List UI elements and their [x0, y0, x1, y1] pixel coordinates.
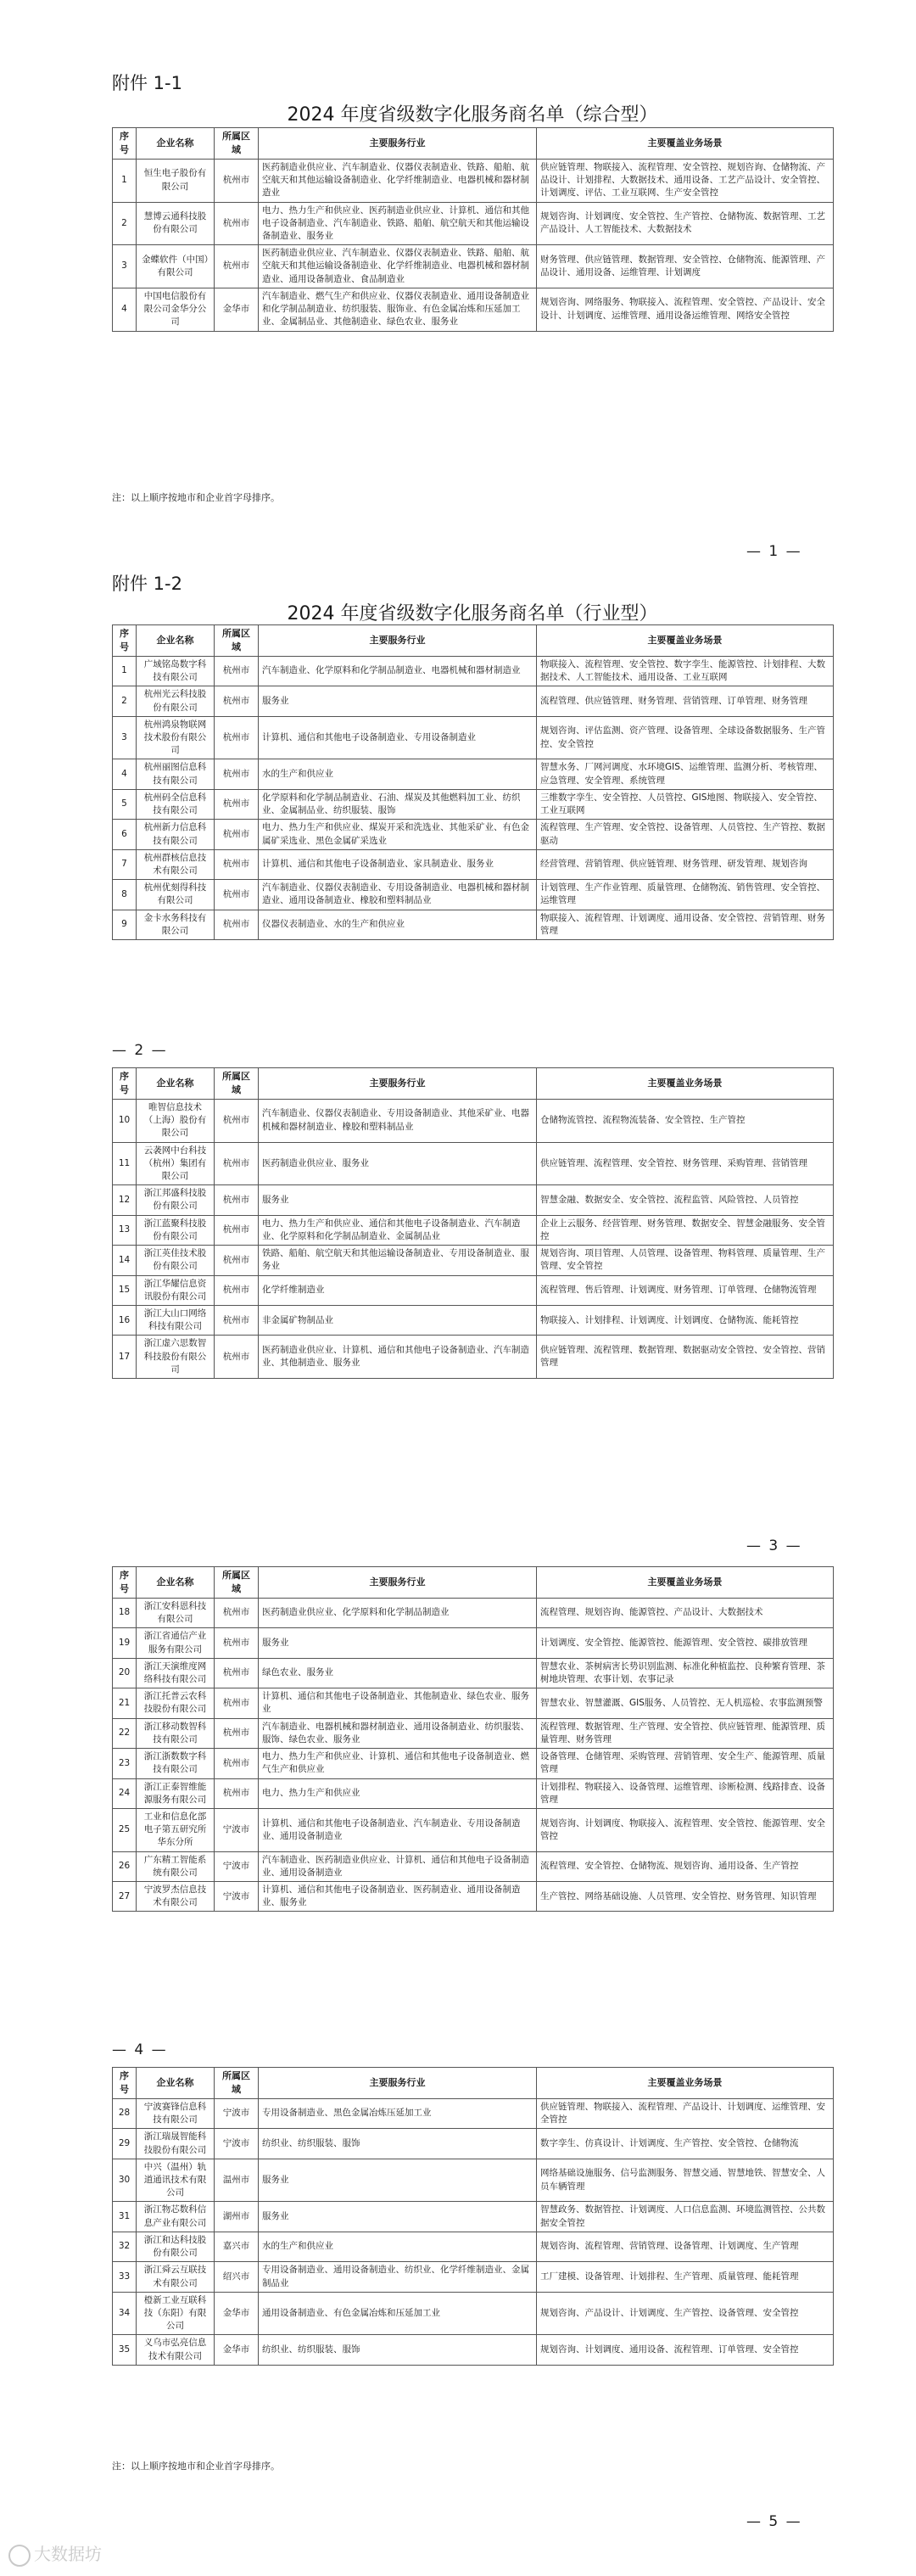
service-industries: 电力、热力生产和供应业、通信和其他电子设备制造业、汽车制造业、化学原料和化学制品制造业、金属制品业 — [259, 1215, 537, 1245]
row-index: 35 — [113, 2335, 137, 2365]
business-scenarios: 规划咨询、流程管理、营销管理、设备管理、计划调度、生产管理 — [537, 2232, 834, 2261]
row-index: 12 — [113, 1185, 137, 1215]
business-scenarios: 供应链管理、物联接入、流程管理、产品设计、计划调度、运维管理、安全管控 — [537, 2098, 834, 2128]
company-name: 中兴（温州）轨道通讯技术有限公司 — [137, 2159, 215, 2202]
region: 杭州市 — [215, 1275, 259, 1305]
region: 金华市 — [215, 2335, 259, 2365]
company-name: 浙江安科恩科技有限公司 — [137, 1598, 215, 1627]
company-name: 杭州优刻得科技有限公司 — [137, 880, 215, 910]
company-name: 杭州新力信息科技有限公司 — [137, 820, 215, 849]
row-index: 24 — [113, 1778, 137, 1808]
table-industry-page-2 — [112, 1067, 834, 1379]
region: 杭州市 — [215, 1246, 259, 1275]
business-scenarios: 企业上云服务、经营管理、财务管理、数据安全、智慧金融服务、安全管控 — [537, 1215, 834, 1245]
table-row — [113, 1275, 834, 1305]
service-industries: 电力、热力生产和供应业、医药制造业供应业、计算机、通信和其他电子设备制造业、汽车制造业、铁路、船舶、航空航天和其他运输设备制造业、服务业 — [259, 202, 537, 245]
row-index: 33 — [113, 2262, 137, 2292]
business-scenarios: 计划调度、安全管控、能源管控、能源管理、安全管控、碳排放管理 — [537, 1628, 834, 1658]
table-row — [113, 1598, 834, 1627]
region: 杭州市 — [215, 1099, 259, 1142]
table-row — [113, 1336, 834, 1379]
row-index: 20 — [113, 1658, 137, 1688]
business-scenarios: 仓储物流管控、流程物流装备、安全管控、生产管控 — [537, 1099, 834, 1142]
region: 杭州市 — [215, 1718, 259, 1748]
table-row — [113, 245, 834, 288]
company-name: 杭州光云科技股份有限公司 — [137, 686, 215, 716]
watermark — [8, 2540, 102, 2567]
row-index: 14 — [113, 1246, 137, 1275]
row-index: 13 — [113, 1215, 137, 1245]
row-index: 25 — [113, 1808, 137, 1851]
region: 杭州市 — [215, 1658, 259, 1688]
region: 杭州市 — [215, 1305, 259, 1335]
column-header: 主要服务行业 — [259, 2068, 537, 2099]
company-name: 浙江和达科技股份有限公司 — [137, 2232, 215, 2261]
row-index: 21 — [113, 1688, 137, 1718]
column-header: 序号 — [113, 2068, 137, 2099]
column-header: 企业名称 — [137, 1068, 215, 1100]
company-name: 浙江大山口网络科技有限公司 — [137, 1305, 215, 1335]
table-row — [113, 2335, 834, 2365]
region: 宁波市 — [215, 1808, 259, 1851]
region: 宁波市 — [215, 1851, 259, 1881]
business-scenarios: 数字孪生、仿真设计、计划调度、生产管控、安全管控、仓储物流 — [537, 2129, 834, 2159]
service-industries: 计算机、通信和其他电子设备制造业、医药制造业、通用设备制造业、服务业 — [259, 1882, 537, 1912]
table-row — [113, 2262, 834, 2292]
company-name: 广域铭岛数字科技有限公司 — [137, 656, 215, 686]
region: 杭州市 — [215, 880, 259, 910]
annex-label-1: 附件 1-1 — [112, 73, 182, 93]
column-header: 主要覆盖业务场景 — [537, 1068, 834, 1100]
column-header: 主要服务行业 — [259, 1068, 537, 1100]
service-industries: 非金属矿物制品业 — [259, 1305, 537, 1335]
service-industries: 服务业 — [259, 2202, 537, 2232]
company-name: 浙江舜云互联技术有限公司 — [137, 2262, 215, 2292]
table-row — [113, 1688, 834, 1718]
company-name: 中国电信股份有限公司金华分公司 — [137, 288, 215, 331]
service-industries: 汽车制造业、电器机械和器材制造业、通用设备制造业、纺织服装、服饰、绿色农业、服务业 — [259, 1718, 537, 1748]
region: 杭州市 — [215, 1142, 259, 1185]
table-industry-page-4 — [112, 2067, 834, 2366]
annex-title-2: 2024 年度省级数字化服务商名单（行业型） — [287, 603, 658, 624]
business-scenarios: 三维数字孪生、安全管控、人员管控、GIS地图、物联接入、安全管控、工业互联网 — [537, 789, 834, 819]
business-scenarios: 流程管理、生产管理、安全管控、设备管理、人员管控、生产管控、数据驱动 — [537, 820, 834, 849]
table-row — [113, 2129, 834, 2159]
service-industries: 汽车制造业、仪器仪表制造业、专用设备制造业、电器机械和器材制造业、通用设备制造业、橡胶和塑料制品业 — [259, 880, 537, 910]
business-scenarios: 供应链管理、物联接入、流程管理、安全管控、规划咨询、仓储物流、产品设计、计划排程、大数据技术、通用设备、工艺产品设计、安全管控、计划调度、评估、工业互联网、生产安全管控 — [537, 159, 834, 202]
table-row — [113, 1851, 834, 1881]
company-name: 恒生电子股份有限公司 — [137, 159, 215, 202]
table-row — [113, 1808, 834, 1851]
row-index: 27 — [113, 1882, 137, 1912]
table-row — [113, 2232, 834, 2261]
table-row — [113, 910, 834, 939]
region: 嘉兴市 — [215, 2232, 259, 2261]
region: 杭州市 — [215, 656, 259, 686]
table-row — [113, 1185, 834, 1215]
business-scenarios: 工厂建模、设备管理、计划排程、生产管理、质量管理、能耗管理 — [537, 2262, 834, 2292]
annex-title-1: 2024 年度省级数字化服务商名单（综合型） — [287, 104, 658, 126]
business-scenarios: 物联接入、计划排程、计划调度、计划调度、仓储物流、能耗管控 — [537, 1305, 834, 1335]
company-name: 浙江物芯数科信息产业有限公司 — [137, 2202, 215, 2232]
company-name: 杭州群核信息技术有限公司 — [137, 849, 215, 879]
business-scenarios: 流程管理、供应链管理、财务管理、营销管理、订单管理、财务管理 — [537, 686, 834, 716]
company-name: 金蝶软件（中国）有限公司 — [137, 245, 215, 288]
service-industries: 铁路、船舶、航空航天和其他运输设备制造业、专用设备制造业、服务业 — [259, 1246, 537, 1275]
region: 杭州市 — [215, 820, 259, 849]
company-name: 工业和信息化部电子第五研究所华东分所 — [137, 1808, 215, 1851]
row-index: 1 — [113, 159, 137, 202]
row-index: 29 — [113, 2129, 137, 2159]
region: 杭州市 — [215, 245, 259, 288]
annex-label-2: 附件 1-2 — [112, 574, 182, 594]
business-scenarios: 设备管理、仓储管理、采购管理、营销管理、安全生产、能源管理、质量管理 — [537, 1749, 834, 1778]
business-scenarios: 规划咨询、计划调度、物联接入、流程管理、安全管控、能源管理、安全管控 — [537, 1808, 834, 1851]
business-scenarios: 流程管理、安全管控、仓储物流、规划咨询、通用设备、生产管控 — [537, 1851, 834, 1881]
table-industry-page-3 — [112, 1566, 834, 1912]
table-comprehensive — [112, 127, 834, 332]
column-header: 主要覆盖业务场景 — [537, 2068, 834, 2099]
column-header: 所属区域 — [215, 128, 259, 160]
column-header: 序号 — [113, 1567, 137, 1599]
table-row — [113, 1658, 834, 1688]
row-index: 8 — [113, 880, 137, 910]
row-index: 3 — [113, 245, 137, 288]
table-row — [113, 1099, 834, 1142]
service-industries: 服务业 — [259, 2159, 537, 2202]
table-row — [113, 1628, 834, 1658]
column-header: 企业名称 — [137, 625, 215, 657]
region: 金华市 — [215, 288, 259, 331]
service-industries: 专用设备制造业、通用设备制造业、纺织业、化学纤维制造业、金属制品业 — [259, 2262, 537, 2292]
region: 绍兴市 — [215, 2262, 259, 2292]
company-name: 浙江华耀信息资讯股份有限公司 — [137, 1275, 215, 1305]
company-name: 浙江托普云农科技股份有限公司 — [137, 1688, 215, 1718]
region: 杭州市 — [215, 759, 259, 789]
service-industries: 汽车制造业、燃气生产和供应业、仪器仪表制造业、通用设备制造业和化学制品制造业、纺织服装、服饰业、有色金属冶炼和压延加工业、金属制品业、其他制造业、绿色农业、服务业 — [259, 288, 537, 331]
column-header: 主要覆盖业务场景 — [537, 625, 834, 657]
column-header: 主要服务行业 — [259, 1567, 537, 1599]
business-scenarios: 规划咨询、评估监测、资产管理、设备管理、全球设备数据服务、生产管控、安全管控 — [537, 716, 834, 759]
company-name: 浙江正泰智维能源服务有限公司 — [137, 1778, 215, 1808]
business-scenarios: 财务管理、供应链管理、数据管理、安全管控、仓储物流、能源管理、产品设计、通用设备、运维管理、计划调度 — [537, 245, 834, 288]
page-number-4: — 4 — — [112, 2041, 168, 2058]
watermark-text: 大数据坊 — [34, 2544, 102, 2564]
row-index: 23 — [113, 1749, 137, 1778]
table-row — [113, 2292, 834, 2335]
business-scenarios: 计划排程、物联接入、设备管理、运维管理、诊断检测、线路排查、设备管理 — [537, 1778, 834, 1808]
company-name: 浙江瑞晟智能科技股份有限公司 — [137, 2129, 215, 2159]
business-scenarios: 流程管理、数据管理、生产管理、安全管控、供应链管理、能源管理、质量管理、财务管理 — [537, 1718, 834, 1748]
row-index: 9 — [113, 910, 137, 939]
business-scenarios: 网络基础设施服务、信号监测服务、智慧交通、智慧地铁、智慧安全、人员车辆管理 — [537, 2159, 834, 2202]
company-name: 义乌市弘亮信息技术有限公司 — [137, 2335, 215, 2365]
region: 杭州市 — [215, 1185, 259, 1215]
region: 宁波市 — [215, 1882, 259, 1912]
business-scenarios: 供应链管理、流程管理、数据管理、数据驱动安全管控、安全管控、营销管理 — [537, 1336, 834, 1379]
company-name: 广东精工智能系统有限公司 — [137, 1851, 215, 1881]
page-number-2: — 2 — — [112, 1042, 168, 1059]
region: 金华市 — [215, 2292, 259, 2335]
service-industries: 通用设备制造业、有色金属冶炼和压延加工业 — [259, 2292, 537, 2335]
table-row — [113, 2202, 834, 2232]
row-index: 4 — [113, 288, 137, 331]
service-industries: 汽车制造业、仪器仪表制造业、专用设备制造业、其他采矿业、电器机械和器材制造业、橡胶和塑料制品业 — [259, 1099, 537, 1142]
column-header: 所属区域 — [215, 625, 259, 657]
company-name: 云袭网中台科技（杭州）集团有限公司 — [137, 1142, 215, 1185]
row-index: 34 — [113, 2292, 137, 2335]
table-row — [113, 159, 834, 202]
region: 杭州市 — [215, 1215, 259, 1245]
service-industries: 服务业 — [259, 1628, 537, 1658]
table-row — [113, 820, 834, 849]
service-industries: 仪器仪表制造业、水的生产和供应业 — [259, 910, 537, 939]
row-index: 7 — [113, 849, 137, 879]
service-industries: 服务业 — [259, 1185, 537, 1215]
row-index: 22 — [113, 1718, 137, 1748]
service-industries: 化学原料和化学制品制造业、石油、煤炭及其他燃料加工业、纺织业、金属制品业、纺织服装、服饰 — [259, 789, 537, 819]
row-index: 6 — [113, 820, 137, 849]
company-name: 唯智信息技术（上海）股份有限公司 — [137, 1099, 215, 1142]
service-industries: 电力、热力生产和供应业、煤炭开采和洗选业、其他采矿业、有色金属矿采选业、黑色金属矿采选业 — [259, 820, 537, 849]
service-industries: 化学纤维制造业 — [259, 1275, 537, 1305]
company-name: 宁波赛锋信息科技有限公司 — [137, 2098, 215, 2128]
region: 杭州市 — [215, 716, 259, 759]
table-row — [113, 202, 834, 245]
table-row — [113, 880, 834, 910]
region: 宁波市 — [215, 2098, 259, 2128]
column-header: 所属区域 — [215, 1567, 259, 1599]
row-index: 32 — [113, 2232, 137, 2261]
column-header: 企业名称 — [137, 1567, 215, 1599]
business-scenarios: 规划咨询、项目管理、人员管理、设备管理、物料管理、质量管理、生产管理、安全管控 — [537, 1246, 834, 1275]
service-industries: 绿色农业、服务业 — [259, 1658, 537, 1688]
row-index: 28 — [113, 2098, 137, 2128]
table-note-1: 注：以上顺序按地市和企业首字母排序。 — [112, 492, 280, 503]
row-index: 2 — [113, 202, 137, 245]
business-scenarios: 智慧金融、数据安全、安全管控、流程监管、风险管控、人员管控 — [537, 1185, 834, 1215]
region: 杭州市 — [215, 849, 259, 879]
business-scenarios: 智慧农业、茶树病害长势识别监测、标准化种植监控、良种繁育管理、茶树地块管理、农事计划、农事记录 — [537, 1658, 834, 1688]
table-header-row — [113, 625, 834, 657]
business-scenarios: 流程管理、规划咨询、能源管控、产品设计、大数据技术 — [537, 1598, 834, 1627]
column-header: 所属区域 — [215, 1068, 259, 1100]
row-index: 3 — [113, 716, 137, 759]
page-number-3: — 3 — — [746, 1537, 802, 1554]
company-name: 浙江邦盛科技股份有限公司 — [137, 1185, 215, 1215]
business-scenarios: 生产管控、网络基础设施、人员管理、安全管控、财务管理、知识管理 — [537, 1882, 834, 1912]
table-note-2: 注：以上顺序按地市和企业首字母排序。 — [112, 2461, 280, 2472]
table-row — [113, 2098, 834, 2128]
watermark-logo-icon — [8, 2545, 31, 2567]
company-name: 浙江天演维度网络科技有限公司 — [137, 1658, 215, 1688]
row-index: 31 — [113, 2202, 137, 2232]
table-row — [113, 1882, 834, 1912]
table-row — [113, 1142, 834, 1185]
service-industries: 医药制造业供应业、计算机、通信和其他电子设备制造业、汽车制造业、其他制造业、服务业 — [259, 1336, 537, 1379]
row-index: 17 — [113, 1336, 137, 1379]
business-scenarios: 智慧农业、智慧灌溉、GIS服务、人员管控、无人机巡检、农事监测预警 — [537, 1688, 834, 1718]
company-name: 浙江省通信产业服务有限公司 — [137, 1628, 215, 1658]
table-row — [113, 1246, 834, 1275]
business-scenarios: 规划咨询、计划调度、通用设备、流程管理、订单管理、安全管控 — [537, 2335, 834, 2365]
row-index: 10 — [113, 1099, 137, 1142]
company-name: 橙新工业互联科技（东阳）有限公司 — [137, 2292, 215, 2335]
row-index: 1 — [113, 656, 137, 686]
service-industries: 电力、热力生产和供应业、计算机、通信和其他电子设备制造业、燃气生产和供应业 — [259, 1749, 537, 1778]
table-row — [113, 656, 834, 686]
region: 杭州市 — [215, 202, 259, 245]
company-name: 浙江移动数智科技有限公司 — [137, 1718, 215, 1748]
row-index: 4 — [113, 759, 137, 789]
company-name: 慧博云通科技股份有限公司 — [137, 202, 215, 245]
business-scenarios: 物联接入、流程管理、计划调度、通用设备、安全管控、营销管理、财务管理 — [537, 910, 834, 939]
row-index: 11 — [113, 1142, 137, 1185]
service-industries: 服务业 — [259, 686, 537, 716]
company-name: 浙江虚六思数智科技股份有限公司 — [137, 1336, 215, 1379]
table-row — [113, 288, 834, 331]
business-scenarios: 规划咨询、产品设计、计划调度、生产管控、设备管理、安全管控 — [537, 2292, 834, 2335]
service-industries: 计算机、通信和其他电子设备制造业、汽车制造业、专用设备制造业、通用设备制造业 — [259, 1808, 537, 1851]
table-header-row — [113, 1068, 834, 1100]
column-header: 序号 — [113, 128, 137, 160]
column-header: 企业名称 — [137, 2068, 215, 2099]
region: 宁波市 — [215, 2129, 259, 2159]
table-row — [113, 849, 834, 879]
service-industries: 汽车制造业、医药制造业供应业、计算机、通信和其他电子设备制造业、通用设备制造业 — [259, 1851, 537, 1881]
table-industry-page-1 — [112, 624, 834, 940]
company-name: 宁波罗杰信息技术有限公司 — [137, 1882, 215, 1912]
service-industries: 水的生产和供应业 — [259, 759, 537, 789]
table-row — [113, 1778, 834, 1808]
page-number-5: — 5 — — [746, 2513, 802, 2530]
company-name: 浙江英佳技术股份有限公司 — [137, 1246, 215, 1275]
business-scenarios: 智慧政务、数据管控、计划调度、人口信息监测、环境监测管控、公共数据安全管控 — [537, 2202, 834, 2232]
column-header: 主要服务行业 — [259, 128, 537, 160]
row-index: 5 — [113, 789, 137, 819]
table-header-row — [113, 1567, 834, 1599]
company-name: 杭州鸿泉物联网技术股份有限公司 — [137, 716, 215, 759]
row-index: 30 — [113, 2159, 137, 2202]
region: 杭州市 — [215, 789, 259, 819]
table-header-row — [113, 128, 834, 160]
region: 杭州市 — [215, 1778, 259, 1808]
service-industries: 计算机、通信和其他电子设备制造业、专用设备制造业 — [259, 716, 537, 759]
service-industries: 水的生产和供应业 — [259, 2232, 537, 2261]
service-industries: 电力、热力生产和供应业 — [259, 1778, 537, 1808]
service-industries: 纺织业、纺织服装、服饰 — [259, 2129, 537, 2159]
column-header: 主要覆盖业务场景 — [537, 1567, 834, 1599]
service-industries: 医药制造业供应业、服务业 — [259, 1142, 537, 1185]
row-index: 19 — [113, 1628, 137, 1658]
table-row — [113, 1749, 834, 1778]
table-row — [113, 1215, 834, 1245]
table-header-row — [113, 2068, 834, 2099]
table-row — [113, 686, 834, 716]
service-industries: 医药制造业供应业、汽车制造业、仪器仪表制造业、铁路、船舶、航空航天和其他运输设备制造业、化学纤维制造业、电器机械和器材制造业、通用设备制造业、食品制造业 — [259, 245, 537, 288]
page-number-1: — 1 — — [746, 543, 802, 560]
column-header: 主要服务行业 — [259, 625, 537, 657]
region: 温州市 — [215, 2159, 259, 2202]
company-name: 浙江浙数数字科技有限公司 — [137, 1749, 215, 1778]
company-name: 浙江蓝聚科技股份有限公司 — [137, 1215, 215, 1245]
table-row — [113, 759, 834, 789]
row-index: 2 — [113, 686, 137, 716]
business-scenarios: 物联接入、流程管理、安全管控、数字孪生、能源管控、计划排程、大数据技术、人工智能技术、通用设备、工业互联网 — [537, 656, 834, 686]
column-header: 序号 — [113, 625, 137, 657]
row-index: 26 — [113, 1851, 137, 1881]
region: 杭州市 — [215, 910, 259, 939]
region: 杭州市 — [215, 1688, 259, 1718]
service-industries: 汽车制造业、化学原料和化学制品制造业、电器机械和器材制造业 — [259, 656, 537, 686]
column-header: 企业名称 — [137, 128, 215, 160]
region: 杭州市 — [215, 1749, 259, 1778]
region: 湖州市 — [215, 2202, 259, 2232]
business-scenarios: 计划管理、生产作业管理、质量管理、仓储物流、销售管理、安全管控、运维管理 — [537, 880, 834, 910]
service-industries: 纺织业、纺织服装、服饰 — [259, 2335, 537, 2365]
company-name: 杭州码全信息科技有限公司 — [137, 789, 215, 819]
region: 杭州市 — [215, 159, 259, 202]
row-index: 15 — [113, 1275, 137, 1305]
region: 杭州市 — [215, 686, 259, 716]
row-index: 16 — [113, 1305, 137, 1335]
service-industries: 医药制造业供应业、汽车制造业、仪器仪表制造业、铁路、船舶、航空航天和其他运输设备制造业、化学纤维制造业、电器机械和器材制造业 — [259, 159, 537, 202]
table-row — [113, 789, 834, 819]
company-name: 金卡水务科技有限公司 — [137, 910, 215, 939]
table-row — [113, 1305, 834, 1335]
business-scenarios: 智慧水务、厂网河调度、水环境GIS、运维管理、监测分析、考核管理、应急管理、安全管理、系统管理 — [537, 759, 834, 789]
region: 杭州市 — [215, 1336, 259, 1379]
table-row — [113, 716, 834, 759]
service-industries: 计算机、通信和其他电子设备制造业、其他制造业、绿色农业、服务业 — [259, 1688, 537, 1718]
column-header: 主要覆盖业务场景 — [537, 128, 834, 160]
business-scenarios: 经营管理、营销管理、供应链管理、财务管理、研发管理、规划咨询 — [537, 849, 834, 879]
service-industries: 医药制造业供应业、化学原料和化学制品制造业 — [259, 1598, 537, 1627]
row-index: 18 — [113, 1598, 137, 1627]
region: 杭州市 — [215, 1628, 259, 1658]
business-scenarios: 供应链管理、流程管理、安全管控、财务管理、采购管理、营销管理 — [537, 1142, 834, 1185]
company-name: 杭州丽图信息科技有限公司 — [137, 759, 215, 789]
business-scenarios: 流程管理、售后管理、计划调度、财务管理、订单管理、仓储物流管理 — [537, 1275, 834, 1305]
column-header: 序号 — [113, 1068, 137, 1100]
business-scenarios: 规划咨询、计划调度、安全管控、生产管控、仓储物流、数据管理、工艺产品设计、人工智能技术、大数据技术 — [537, 202, 834, 245]
business-scenarios: 规划咨询、网络服务、物联接入、流程管理、安全管控、产品设计、安全设计、计划调度、运维管理、通用设备运维管理、网络安全管控 — [537, 288, 834, 331]
service-industries: 计算机、通信和其他电子设备制造业、家具制造业、服务业 — [259, 849, 537, 879]
service-industries: 专用设备制造业、黑色金属冶炼压延加工业 — [259, 2098, 537, 2128]
table-row — [113, 2159, 834, 2202]
table-row — [113, 1718, 834, 1748]
column-header: 所属区域 — [215, 2068, 259, 2099]
region: 杭州市 — [215, 1598, 259, 1627]
